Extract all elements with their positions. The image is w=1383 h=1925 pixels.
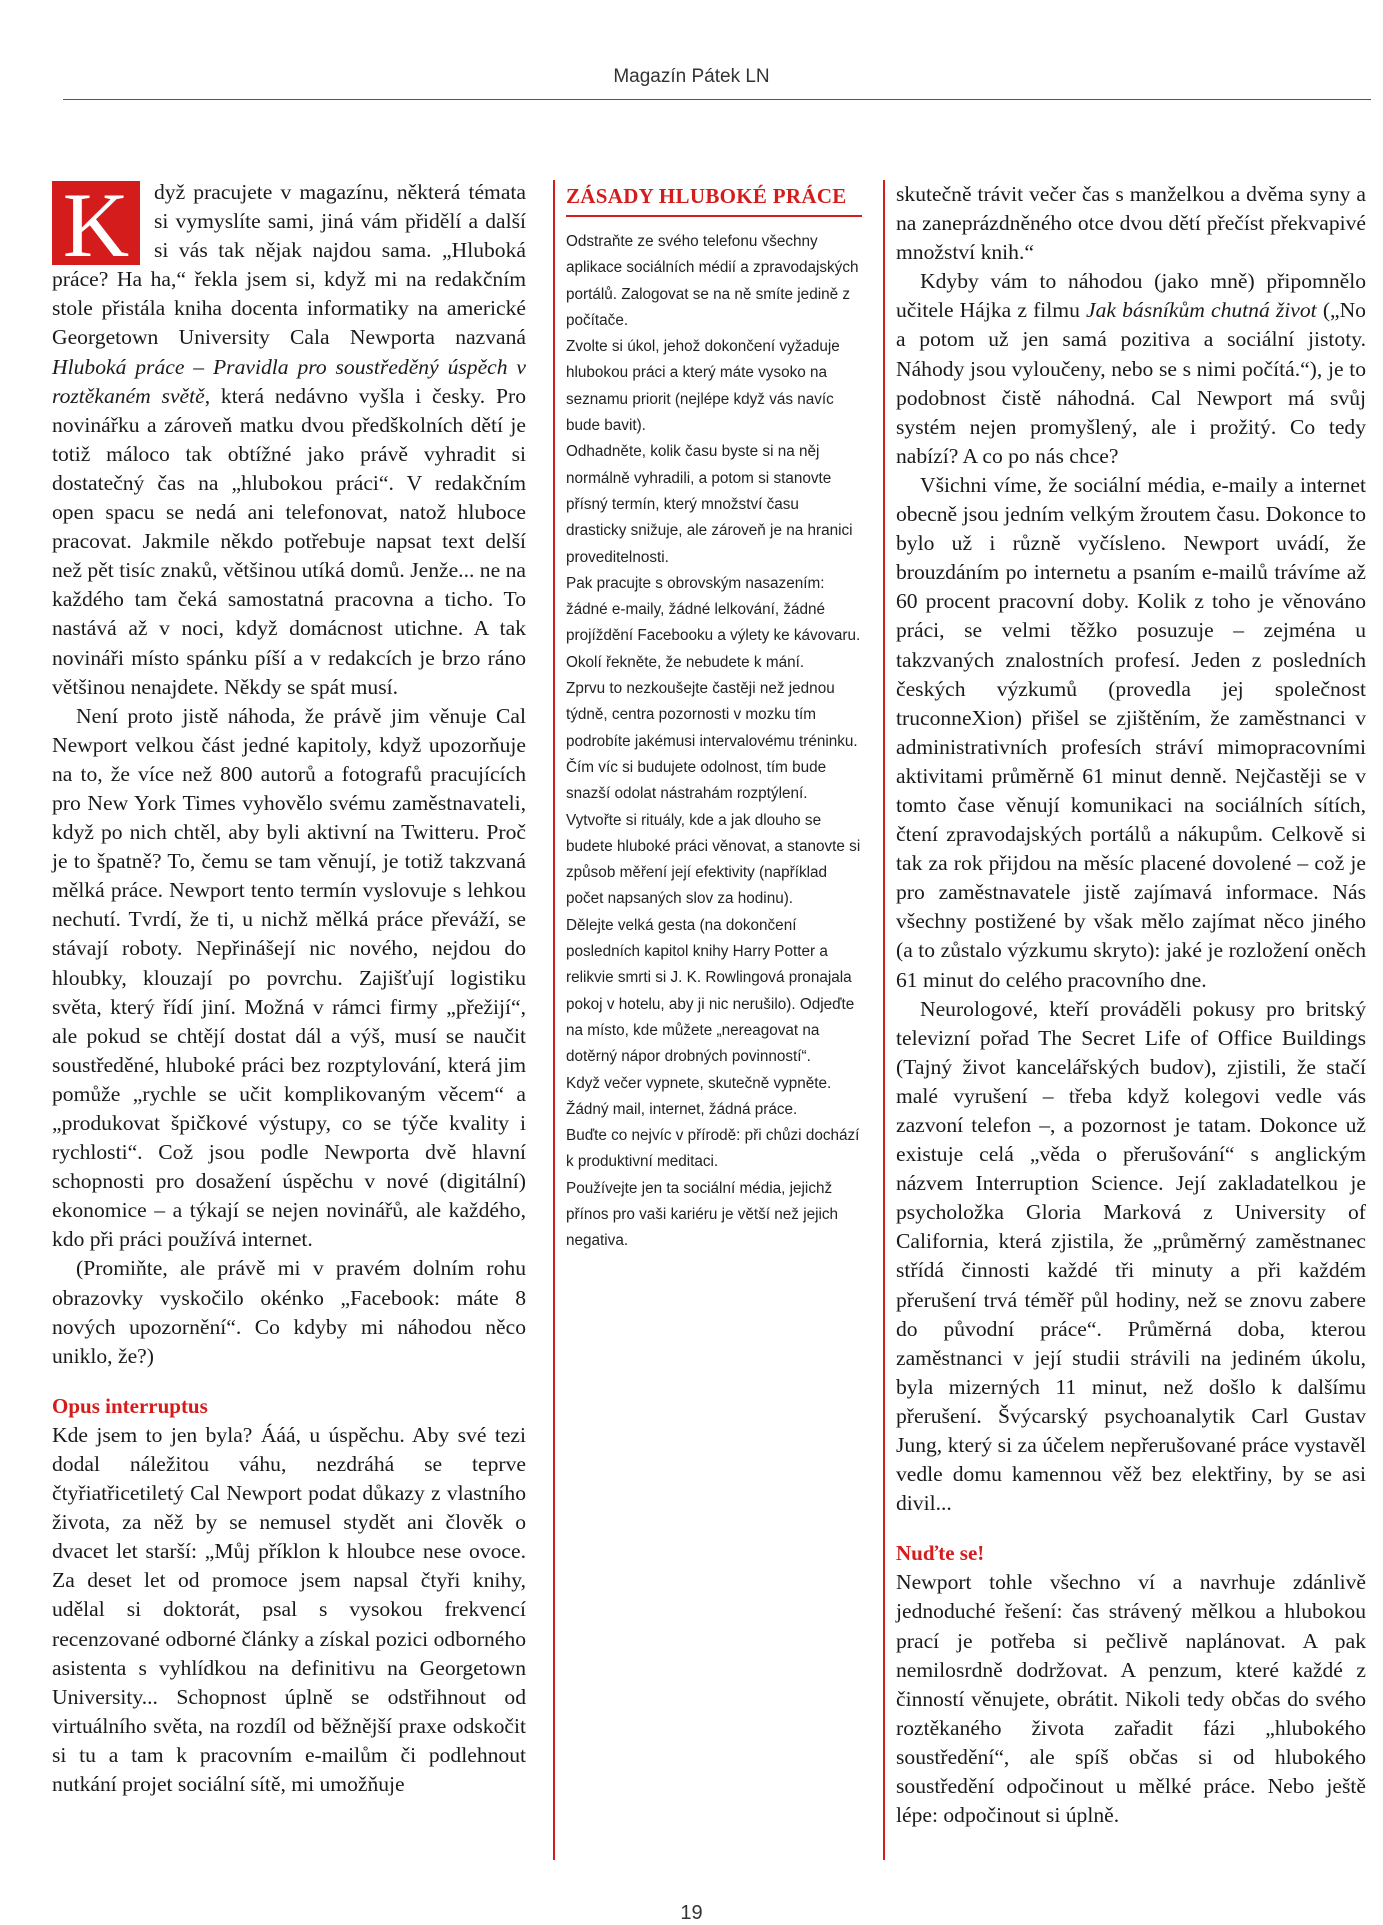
sidebar-item: Odhadněte, kolik času byste si na něj normálně vyhradili, a potom si stanovte přísný termín, který množství času drasticky snižuje, ale zároveň je na hranici proveditelnosti.	[566, 443, 853, 566]
book-title: Hluboká práce – Pravidla pro soustředěný úspěch v roztěkaném světě	[52, 354, 526, 408]
sidebar-box	[566, 184, 862, 1255]
sidebar-title: ZÁSADY HLUBOKÉ PRÁCE	[566, 184, 862, 217]
article-column-1	[52, 174, 526, 1799]
sidebar-item: Pak pracujte s obrovským nasazením: žádné e-maily, žádné lelkování, žádné projíždění Facebooku a výlety ke kávovaru. Okolí řekněte, že nebudete k mání.	[566, 574, 861, 671]
paragraph: Kdyby vám to náhodou (jako mně) připomnělo učitele Hájka z filmu Jak básníkům chutná život („No a potom už jen samá pozitiva a sociální jistoty. Náhody jsou vyloučeny, nebo se s nimi počítá.“), je to podobnost čistě náhodná. Cal Newport má svůj systém nejen promyšlený, ale i prožitý. Co tedy nabízí? A co po nás chce?	[896, 269, 1366, 468]
paragraph: skutečně trávit večer čas s manželkou a dvěma syny a na zaneprázdněného otce dvou dětí přečíst překvapivé množství knih.“	[896, 182, 1366, 265]
sidebar-item: Odstraňte ze svého telefonu všechny aplikace sociálních médií a zpravodajských portálů. Zalogovat se na ně smíte jedině z počítače.	[566, 233, 859, 329]
paragraph: Kde jsem to jen byla? Ááá, u úspěchu. Aby své tezi dodal náležitou váhu, nezdráhá se teprve čtyřiatřicetiletý Cal Newport podat důkazy z vlastního života, za něž by se nemusel stydět ani člověk o dvacet let starší: „Můj příklon k hloubce nese ovoce. Za deset let od promoce jsem napsal čtyři knihy, udělal si doktorát, psal s vysokou frekvencí recenzované odborné články a získal pozici odborného asistenta s vyhlídkou na definitivu na Georgetown University... Schopnost úplně se odstřihnout od virtuálního světa, na rozdíl od běžnější praxe odskočit si tu a tam k pracovním e-mailům či podlehnout nutkání projet sociální sítě, mi umožňuje	[52, 1422, 526, 1796]
header-rule	[63, 99, 1371, 100]
sidebar-item: Vytvořte si rituály, kde a jak dlouho se budete hluboké práci věnovat, a stanovte si způsob měření její efektivity (například počet napsaných slov za hodinu).	[566, 811, 861, 908]
sidebar-item: Buďte co nejvíc v přírodě: při chůzi dochází k produktivní meditaci.	[566, 1127, 860, 1171]
sidebar-item: Když večer vypnete, skutečně vypněte. Žádný mail, internet, žádná práce.	[566, 1074, 832, 1118]
sidebar-item: Dělejte velká gesta (na dokončení posledních kapitol knihy Harry Potter a relikvie smrti si J. K. Rowlingová pronajala pokoj v hotelu, aby ji nic nerušilo). Odjeďte na místo, kde můžete „nereagovat na dotěrný nápor drobných povinností“.	[566, 916, 855, 1066]
drop-cap: K	[52, 181, 140, 265]
film-title: Jak básníkům chutná život	[1086, 298, 1317, 323]
paragraph: Není proto jistě náhoda, že právě jim věnuje Cal Newport velkou část jedné kapitoly, když upozorňuje na to, že více než 800 autorů a fotografů pracujících pro New York Times vyhovělo svému zaměstnavateli, když po nich chtěl, aby byli aktivní na Twitteru. Proč je to špatně? To, čemu se tam věnují, je totiž takzvaná mělká práce. Newport tento termín vyslovuje s lehkou nechutí. Tvrdí, že ti, u nichž mělká práce převáží, se stávají roboty. Nepřinášejí nic nového, nejdou do hloubky, klouzají po povrchu. Zajišťují logistiku světa, který řídí jiní. Možná v rámci firmy „přežijí“, ale pokud se chtějí dostat dál a výš, musí se naučit soustředěné, hluboké práci bez rozptylování, která jim pomůže „rychle se učit komplikovaným věcem“ a „produkovat špičkové výstupy, co se týče kvality i rychlosti“. Což jsou podle Newporta dvě hlavní schopnosti pro dosažení úspěchu v nové (digitální) ekonomice – a týkají se nejen novinářů, ale každého, kdo při práci používá internet.	[52, 703, 526, 1252]
sidebar-item: Zprvu to nezkoušejte častěji než jednou týdně, centra pozornosti v mozku tím podrobíte jakémusi intervalovému tréninku. Čím víc si budujete odolnost, tím bude snazší odolat nástrahám rozptýlení.	[566, 680, 858, 803]
paragraph: (Promiňte, ale právě mi v pravém dolním rohu obrazovky vyskočilo okénko „Facebook: máte 8 nových upozornění“. Co kdyby mi náhodou něco uniklo, že?)	[52, 1256, 526, 1368]
column-divider-left	[553, 180, 555, 1860]
paragraph-intro: dyž pracujete v magazínu, některá témata si vymyslíte sami, jiná vám přidělí a další si vás tak nějak najdou sama. „Hluboká práce? Ha ha,“ řekla jsem si, když mi na redakčním stole přistála kniha docenta informatiky na americké Georgetown University Cala Newporta nazvaná Hluboká práce – Pravidla pro soustředěný úspěch v roztěkaném světě, která nedávno vyšla i česky. Pro novinářku a zároveň matku dvou předškolních dětí je totiž máloco tak obtížné jako právě vyhradit si dostatečný čas na „hlubokou práci“. V redakčním open spacu se nedá ani telefonovat, natož hluboce pracovat. Jakmile někdo potřebuje napsat text delší než pět tisíc znaků, většinou utíká domů. Jenže... ne na každého tam čeká samostatná pracovna a ticho. To nastává až v noci, když domácnost utichne. A tak novináři místo spánku píší a v redakcích je brzo ráno většinou nenajdete. Někdy se spát musí.	[52, 180, 526, 699]
sidebar-item: Používejte jen ta sociální média, jejichž přínos pro vaši kariéru je větší než jejich negativa.	[566, 1179, 839, 1250]
paragraph: Newport tohle všechno ví a navrhuje zdánlivě jednoduché řešení: čas strávený mělkou a hlubokou prací je potřeba si pečlivě naplánovat. A pak nemilosrdně dodržovat. A penzum, které každé z činností věnujete, obrátit. Nikoli tedy občas do svého roztěkaného života zařadit fázi „hlubokého soustředění“, ale spíš občas si od hlubokého soustředění odpočinout u mělké práce. Nebo ještě lépe: odpočinout si úplně.	[896, 1570, 1366, 1828]
article-column-3	[896, 180, 1366, 1830]
sidebar-list	[566, 229, 862, 1255]
sidebar-item: Zvolte si úkol, jehož dokončení vyžaduje hlubokou práci a který máte vysoko na seznamu priorit (nejlépe když vás navíc bude bavit).	[566, 338, 840, 435]
paragraph: Všichni víme, že sociální média, e-maily a internet obecně jsou jedním velkým žroutem času. Dokonce to bylo už i různě vyčísleno. Newport uvádí, že brouzdáním po internetu a psaním e-mailů trávíme až 60 procent pracovní doby. Kolik z toho je věnováno práci, se velmi těžko posuzuje – zejména u takzvaných znalostních profesí. Jeden z posledních českých výzkumů (provedla jej společnost truconneXion) přišel se zjištěním, že zaměstnanci v administrativních profesích stráví mimopracovními aktivitami průměrně 61 minut denně. Nejčastěji se v tomto čase věnují komunikaci na sociálních sítích, čtení zpravodajských portálů a nákupům. Celkově si tak za rok přijdou na měsíc placené dovolené – což je pro zaměstnavatele jistě zajímavá informace. Nás všechny postižené by však mělo zajímat něco jiného (a to zůstalo výzkumu skryto): jaké je rozložení oněch 61 minut do celého pracovního dne.	[896, 472, 1366, 992]
subheading-opus-interruptus: Opus interruptus	[52, 1393, 208, 1418]
page-number: 19	[680, 1902, 703, 1924]
paragraph: Neurologové, kteří prováděli pokusy pro britský televizní pořad The Secret Life of Office Buildings (Tajný život kancelářských budov), zjistili, že stačí malé vyrušení – třeba když kolegovi vedle vás zazvoní telefon –, a pozornost je tatam. Dokonce už existuje celá „věda o přerušování“ s anglickým názvem Interruption Science. Její zakladatelkou je psycholožka Gloria Marková z University of California, která zjistila, že „průměrný zaměstnanec střídá činnosti každé tři minuty a při každém přerušení trvá téměř půl hodiny, než se znovu zabere do původní práce“. Průměrná doba, kterou zaměstnanci v její studii strávili na jediném úkolu, byla mizerných 11 minut, než došlo k dalšímu přerušení. Švýcarský psychoanalytik Carl Gustav Jung, který si za účelem nepřerušované práce vystavěl vedle domu kamennou věž bez elektřiny, by se asi divil...	[896, 996, 1366, 1516]
magazine-header: Magazín Pátek LN	[613, 66, 770, 87]
subheading-nudte-se: Nuďte se!	[896, 1541, 985, 1566]
column-divider-right	[883, 180, 885, 1860]
